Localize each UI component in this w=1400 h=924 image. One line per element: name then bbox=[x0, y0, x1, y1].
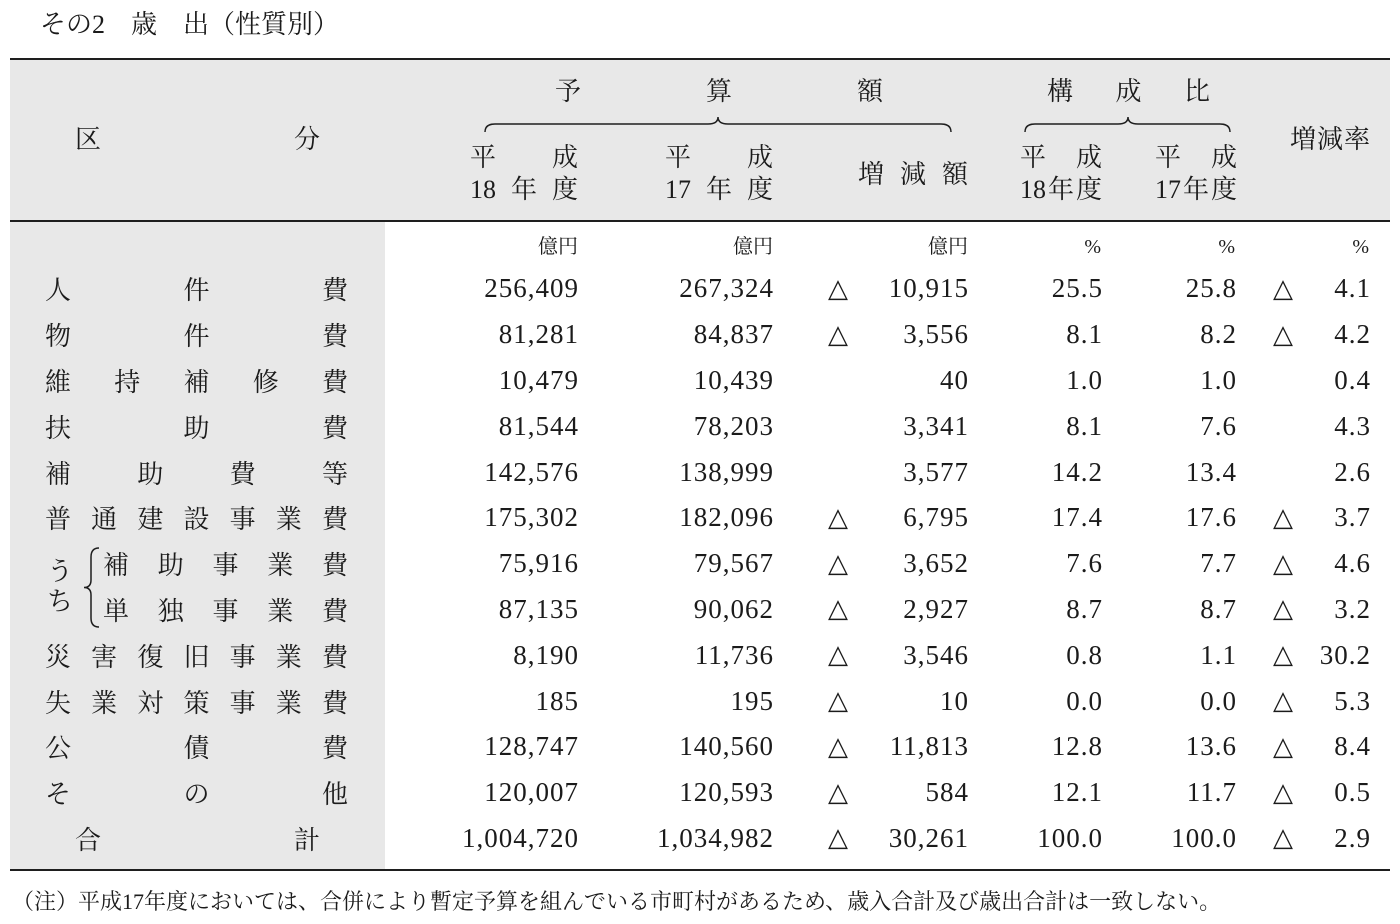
fy17-amount: 90,062 bbox=[693, 593, 774, 624]
table-row-disaster-recovery bbox=[0, 632, 1400, 678]
fy18-amount: 10,479 bbox=[498, 364, 579, 395]
char: 予 bbox=[555, 77, 582, 106]
fy18-amount: 87,135 bbox=[498, 593, 579, 624]
change-amount bbox=[828, 724, 969, 770]
change-amount bbox=[828, 678, 969, 724]
char: 人 bbox=[45, 276, 72, 306]
header-category bbox=[75, 125, 320, 155]
char: 費 bbox=[321, 276, 348, 306]
fy17-ratio: 25.8 bbox=[1185, 273, 1237, 304]
char: 件 bbox=[183, 322, 210, 352]
char: 業 bbox=[91, 688, 118, 718]
decrease-mark: △ bbox=[1273, 731, 1293, 762]
decrease-mark: △ bbox=[828, 823, 848, 854]
change-rate-value: 3.7 bbox=[1334, 502, 1371, 533]
char: 助 bbox=[157, 551, 184, 581]
fy18-amount: 75,916 bbox=[498, 548, 579, 579]
char: 維 bbox=[45, 367, 72, 397]
change-amount-value: 3,556 bbox=[903, 319, 969, 350]
char: 計 bbox=[293, 825, 320, 855]
char: そ bbox=[45, 780, 72, 810]
decrease-mark: △ bbox=[828, 502, 848, 533]
fy18-ratio: 100.0 bbox=[1037, 822, 1103, 853]
char: 修 bbox=[252, 367, 279, 397]
table-body bbox=[0, 266, 1400, 861]
change-amount bbox=[828, 403, 969, 449]
change-amount-value: 3,652 bbox=[903, 548, 969, 579]
row-label bbox=[75, 816, 320, 862]
fy18-ratio: 25.5 bbox=[1051, 273, 1103, 304]
change-amount bbox=[828, 541, 969, 587]
char: 費 bbox=[321, 551, 348, 581]
char: 費 bbox=[321, 413, 348, 443]
char: 業 bbox=[267, 596, 294, 626]
char: 算 bbox=[705, 77, 732, 106]
char: 度 bbox=[746, 175, 773, 204]
header-budget-fy17-year bbox=[665, 175, 773, 205]
decrease-mark: △ bbox=[1273, 502, 1293, 533]
unit-change-rate: % bbox=[1352, 236, 1369, 258]
table-row-unemployment bbox=[0, 678, 1400, 724]
header-ratio-fy18-era bbox=[1020, 143, 1102, 173]
decrease-mark: △ bbox=[1273, 823, 1293, 854]
fy17-amount: 78,203 bbox=[693, 410, 774, 441]
change-rate bbox=[1273, 678, 1371, 724]
change-amount bbox=[828, 587, 969, 633]
char: 額 bbox=[941, 160, 968, 189]
subgroup-label: うち bbox=[47, 557, 74, 616]
row-label bbox=[45, 770, 348, 816]
row-label bbox=[45, 678, 348, 724]
fy18-amount: 185 bbox=[535, 685, 579, 716]
change-rate bbox=[1273, 449, 1371, 495]
char: 補 bbox=[45, 459, 72, 489]
change-rate bbox=[1273, 403, 1371, 449]
fy17-ratio: 13.4 bbox=[1185, 456, 1237, 487]
char: 失 bbox=[45, 688, 72, 718]
char: 単 bbox=[103, 596, 130, 626]
change-rate-value: 8.4 bbox=[1334, 731, 1371, 762]
change-amount bbox=[828, 816, 969, 862]
change-rate bbox=[1273, 587, 1371, 633]
fy17-ratio: 17.6 bbox=[1185, 502, 1237, 533]
change-rate bbox=[1273, 541, 1371, 587]
char: 補 bbox=[103, 551, 130, 581]
char: 設 bbox=[183, 505, 210, 535]
char: 補 bbox=[183, 367, 210, 397]
change-amount-value: 30,261 bbox=[888, 822, 969, 853]
row-label bbox=[45, 403, 348, 449]
fy18-ratio: 14.2 bbox=[1051, 456, 1103, 487]
fy17-ratio: 7.6 bbox=[1200, 410, 1237, 441]
fy17-ratio: 100.0 bbox=[1171, 822, 1237, 853]
char: 害 bbox=[91, 642, 118, 672]
fy18-amount: 8,190 bbox=[513, 639, 579, 670]
char: 業 bbox=[267, 551, 294, 581]
header-budget-group bbox=[555, 77, 883, 107]
header-budget-fy18-era bbox=[470, 143, 578, 173]
change-amount bbox=[828, 449, 969, 495]
decrease-mark: △ bbox=[1273, 594, 1293, 625]
decrease-mark: △ bbox=[828, 731, 848, 762]
char: 事 bbox=[229, 642, 256, 672]
char: 等 bbox=[321, 459, 348, 489]
change-amount-value: 3,341 bbox=[903, 410, 969, 441]
decrease-mark: △ bbox=[1273, 686, 1293, 717]
char: 増 bbox=[1290, 125, 1317, 154]
fy18-amount: 256,409 bbox=[484, 273, 579, 304]
char: 旧 bbox=[183, 642, 210, 672]
fy18-amount: 120,007 bbox=[484, 777, 579, 808]
table-row-construction bbox=[0, 495, 1400, 541]
char: 率 bbox=[1343, 125, 1370, 154]
unit-budget-fy17: 億円 bbox=[733, 236, 773, 258]
change-rate-value: 4.6 bbox=[1334, 548, 1371, 579]
change-amount-value: 40 bbox=[940, 364, 969, 395]
fy17-amount: 138,999 bbox=[679, 456, 774, 487]
change-rate bbox=[1273, 632, 1371, 678]
char: 費 bbox=[321, 322, 348, 352]
table-row-other bbox=[0, 770, 1400, 816]
fy17-amount: 79,567 bbox=[693, 548, 774, 579]
change-rate-value: 0.5 bbox=[1334, 777, 1371, 808]
fy17-amount: 195 bbox=[730, 685, 774, 716]
change-rate-value: 4.1 bbox=[1334, 273, 1371, 304]
row-label bbox=[45, 632, 348, 678]
fy18-ratio: 17.4 bbox=[1051, 502, 1103, 533]
char: 減 bbox=[1316, 125, 1343, 154]
table-row-construction-independent bbox=[0, 587, 1400, 633]
char: 業 bbox=[275, 688, 302, 718]
row-label bbox=[103, 587, 348, 633]
char: 対 bbox=[137, 688, 164, 718]
fy18-amount: 175,302 bbox=[484, 502, 579, 533]
change-amount-value: 11,813 bbox=[889, 731, 969, 762]
header-ratio-fy17-year bbox=[1155, 175, 1237, 205]
char: 平 bbox=[665, 143, 692, 172]
char: 年 bbox=[1182, 175, 1209, 204]
char: 事 bbox=[212, 551, 239, 581]
unit-ratio-fy18: % bbox=[1084, 236, 1101, 258]
row-label bbox=[45, 449, 348, 495]
decrease-mark: △ bbox=[1273, 273, 1293, 304]
char: 増 bbox=[858, 160, 885, 189]
change-amount-value: 10,915 bbox=[888, 273, 969, 304]
fy18-ratio: 12.1 bbox=[1051, 777, 1103, 808]
header-ratio-group bbox=[1047, 77, 1210, 107]
fy18-ratio: 8.7 bbox=[1066, 593, 1103, 624]
char: 度 bbox=[551, 175, 578, 204]
table-bottom-rule bbox=[10, 869, 1390, 871]
char: 平 bbox=[470, 143, 497, 172]
fy18-ratio: 12.8 bbox=[1051, 731, 1103, 762]
change-rate bbox=[1273, 724, 1371, 770]
char: 事 bbox=[229, 505, 256, 535]
char: 17 bbox=[665, 175, 691, 204]
char: 業 bbox=[275, 505, 302, 535]
header-budget-fy17-era bbox=[665, 143, 773, 173]
fy17-amount: 267,324 bbox=[679, 273, 774, 304]
char: 普 bbox=[45, 505, 72, 535]
char: 年 bbox=[1047, 175, 1074, 204]
table-row-public-debt bbox=[0, 724, 1400, 770]
char: 比 bbox=[1183, 77, 1210, 106]
fy18-amount: 81,281 bbox=[498, 319, 579, 350]
char: 年 bbox=[705, 175, 732, 204]
char: 扶 bbox=[45, 413, 72, 443]
char: 費 bbox=[229, 459, 256, 489]
decrease-mark: △ bbox=[1273, 777, 1293, 808]
change-rate bbox=[1273, 358, 1371, 404]
char: 通 bbox=[91, 505, 118, 535]
unit-change-amount: 億円 bbox=[928, 236, 968, 258]
char: 事 bbox=[229, 688, 256, 718]
fy18-amount: 1,004,720 bbox=[462, 822, 579, 853]
section-title: その2 歳 出（性質別） bbox=[40, 10, 340, 39]
char: 他 bbox=[321, 780, 348, 810]
char: 構 bbox=[1047, 77, 1074, 106]
fy17-ratio: 13.6 bbox=[1185, 731, 1237, 762]
char: 平 bbox=[1155, 143, 1182, 172]
table-row-personnel bbox=[0, 266, 1400, 312]
char: 債 bbox=[183, 734, 210, 764]
fy17-ratio: 1.0 bbox=[1200, 364, 1237, 395]
unit-ratio-fy17: % bbox=[1218, 236, 1235, 258]
fy17-ratio: 8.7 bbox=[1200, 593, 1237, 624]
decrease-mark: △ bbox=[1273, 319, 1293, 350]
fy17-amount: 182,096 bbox=[679, 502, 774, 533]
change-rate-value: 3.2 bbox=[1334, 593, 1371, 624]
decrease-mark: △ bbox=[828, 594, 848, 625]
char: 費 bbox=[321, 734, 348, 764]
char: 18 bbox=[470, 175, 496, 204]
change-amount bbox=[828, 632, 969, 678]
fy17-ratio: 11.7 bbox=[1186, 777, 1237, 808]
header-change-rate bbox=[1290, 125, 1370, 155]
decrease-mark: △ bbox=[828, 640, 848, 671]
char: 費 bbox=[321, 367, 348, 397]
units-row bbox=[0, 232, 1400, 262]
char: 減 bbox=[899, 160, 926, 189]
change-rate bbox=[1273, 312, 1371, 358]
row-label bbox=[45, 495, 348, 541]
fy18-ratio: 1.0 bbox=[1066, 364, 1103, 395]
table-row-maintenance bbox=[0, 358, 1400, 404]
change-amount-value: 6,795 bbox=[903, 502, 969, 533]
change-rate bbox=[1273, 770, 1371, 816]
char: 分 bbox=[293, 125, 320, 154]
change-rate-value: 2.6 bbox=[1334, 456, 1371, 487]
char: 事 bbox=[212, 596, 239, 626]
change-amount-value: 3,546 bbox=[903, 639, 969, 670]
fy18-amount: 128,747 bbox=[484, 731, 579, 762]
char: 18 bbox=[1020, 175, 1046, 204]
char: 公 bbox=[45, 734, 72, 764]
fy18-amount: 81,544 bbox=[498, 410, 579, 441]
char: 17 bbox=[1155, 175, 1181, 204]
char: 額 bbox=[856, 77, 883, 106]
fy17-ratio: 7.7 bbox=[1200, 548, 1237, 579]
change-rate bbox=[1273, 495, 1371, 541]
fy18-ratio: 8.1 bbox=[1066, 410, 1103, 441]
table-row-construction-subsidized bbox=[0, 541, 1400, 587]
row-label bbox=[45, 266, 348, 312]
fy18-ratio: 0.0 bbox=[1066, 685, 1103, 716]
fy17-ratio: 0.0 bbox=[1200, 685, 1237, 716]
change-rate-value: 5.3 bbox=[1334, 685, 1371, 716]
header-change-amount bbox=[858, 160, 968, 190]
char: 成 bbox=[551, 143, 578, 172]
table-row-subsidies bbox=[0, 449, 1400, 495]
change-rate-value: 4.3 bbox=[1334, 410, 1371, 441]
char: 復 bbox=[137, 642, 164, 672]
char: 度 bbox=[1210, 175, 1237, 204]
char: 成 bbox=[746, 143, 773, 172]
fy18-ratio: 7.6 bbox=[1066, 548, 1103, 579]
char: 区 bbox=[75, 125, 102, 154]
char: 合 bbox=[75, 825, 102, 855]
char: 平 bbox=[1020, 143, 1047, 172]
char: 度 bbox=[1075, 175, 1102, 204]
decrease-mark: △ bbox=[828, 273, 848, 304]
char: 持 bbox=[114, 367, 141, 397]
char: 物 bbox=[45, 322, 72, 352]
fy17-amount: 10,439 bbox=[693, 364, 774, 395]
change-amount bbox=[828, 358, 969, 404]
char: 年 bbox=[510, 175, 537, 204]
row-label bbox=[45, 312, 348, 358]
change-amount-value: 3,577 bbox=[903, 456, 969, 487]
change-rate bbox=[1273, 266, 1371, 312]
fy17-amount: 1,034,982 bbox=[657, 822, 774, 853]
char: 建 bbox=[137, 505, 164, 535]
header-budget-fy18-year bbox=[470, 175, 578, 205]
change-amount bbox=[828, 770, 969, 816]
char: 業 bbox=[275, 642, 302, 672]
table-row-assistance bbox=[0, 403, 1400, 449]
change-amount-value: 2,927 bbox=[903, 593, 969, 624]
fy18-amount: 142,576 bbox=[484, 456, 579, 487]
fy17-amount: 140,560 bbox=[679, 731, 774, 762]
char: 策 bbox=[183, 688, 210, 718]
change-amount-value: 10 bbox=[940, 685, 969, 716]
fy18-ratio: 8.1 bbox=[1066, 319, 1103, 350]
fy17-amount: 11,736 bbox=[694, 639, 774, 670]
decrease-mark: △ bbox=[828, 319, 848, 350]
char: 成 bbox=[1115, 77, 1142, 106]
fy17-ratio: 1.1 bbox=[1200, 639, 1237, 670]
decrease-mark: △ bbox=[1273, 548, 1293, 579]
char: 費 bbox=[321, 505, 348, 535]
fy17-amount: 120,593 bbox=[679, 777, 774, 808]
char: 独 bbox=[157, 596, 184, 626]
fy18-ratio: 0.8 bbox=[1066, 639, 1103, 670]
change-rate-value: 4.2 bbox=[1334, 319, 1371, 350]
char: 件 bbox=[183, 276, 210, 306]
table-row-total bbox=[0, 816, 1400, 862]
change-rate-value: 30.2 bbox=[1319, 639, 1371, 670]
char: 助 bbox=[137, 459, 164, 489]
header-ratio-fy17-era bbox=[1155, 143, 1237, 173]
char: 助 bbox=[183, 413, 210, 443]
char: の bbox=[183, 780, 210, 810]
fy17-amount: 84,837 bbox=[693, 319, 774, 350]
fy17-ratio: 8.2 bbox=[1200, 319, 1237, 350]
change-amount-value: 584 bbox=[925, 777, 969, 808]
char: 費 bbox=[321, 596, 348, 626]
row-label bbox=[45, 724, 348, 770]
footnote: （注）平成17年度においては、合併により暫定予算を組んでいる市町村があるため、歳入合計及び歳出合計は一致しない。 bbox=[12, 889, 1222, 914]
decrease-mark: △ bbox=[1273, 640, 1293, 671]
unit-budget-fy18: 億円 bbox=[538, 236, 578, 258]
decrease-mark: △ bbox=[828, 777, 848, 808]
change-amount bbox=[828, 495, 969, 541]
char: 費 bbox=[321, 642, 348, 672]
table-row-materials bbox=[0, 312, 1400, 358]
row-label bbox=[45, 358, 348, 404]
change-rate bbox=[1273, 816, 1371, 862]
header-ratio-fy18-year bbox=[1020, 175, 1102, 205]
char: 費 bbox=[321, 688, 348, 718]
char: 成 bbox=[1210, 143, 1237, 172]
char: 災 bbox=[45, 642, 72, 672]
change-rate-value: 2.9 bbox=[1334, 822, 1371, 853]
row-label bbox=[103, 541, 348, 587]
change-amount bbox=[828, 266, 969, 312]
change-amount bbox=[828, 312, 969, 358]
decrease-mark: △ bbox=[828, 686, 848, 717]
char: 成 bbox=[1075, 143, 1102, 172]
decrease-mark: △ bbox=[828, 548, 848, 579]
change-rate-value: 0.4 bbox=[1334, 364, 1371, 395]
